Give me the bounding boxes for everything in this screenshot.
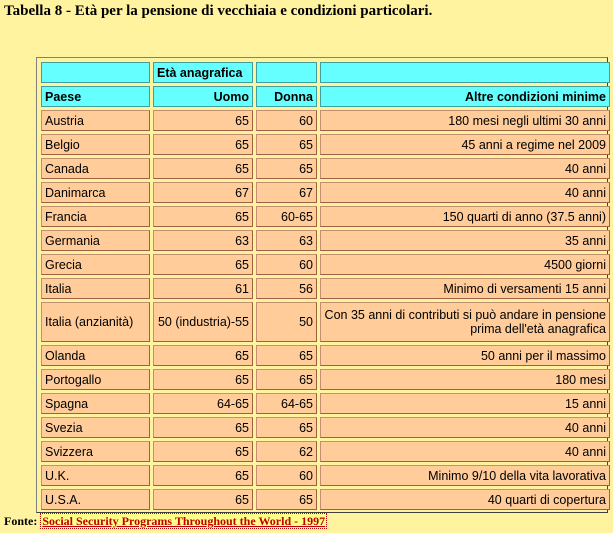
cell-men: 65 <box>153 134 253 155</box>
source-label: Fonte: <box>4 514 38 528</box>
table-row <box>41 441 610 462</box>
cell-women: 50 <box>256 302 317 342</box>
cell-country: U.K. <box>41 465 150 486</box>
cell-men: 65 <box>153 206 253 227</box>
cell-country: Svizzera <box>41 441 150 462</box>
cell-men: 65 <box>153 110 253 131</box>
cell-country: Olanda <box>41 345 150 366</box>
cell-conditions: 40 quarti di copertura <box>320 489 610 510</box>
table-row <box>41 417 610 438</box>
cell-men: 50 (industria)-55 <box>153 302 253 342</box>
column-header-conditions: Altre condizioni minime <box>320 86 610 107</box>
cell-men: 67 <box>153 182 253 203</box>
table-row <box>41 345 610 366</box>
cell-women: 65 <box>256 134 317 155</box>
column-header-women: Donna <box>256 86 317 107</box>
cell-conditions: Con 35 anni di contributi si può andare in pensione prima dell'età anagrafica <box>320 302 610 342</box>
column-header-men: Uomo <box>153 86 253 107</box>
cell-women: 64-65 <box>256 393 317 414</box>
empty-header-cell <box>41 62 150 83</box>
pension-age-table <box>38 59 613 513</box>
cell-women: 60 <box>256 465 317 486</box>
cell-men: 64-65 <box>153 393 253 414</box>
cell-men: 65 <box>153 489 253 510</box>
column-header-country: Paese <box>41 86 150 107</box>
cell-conditions: 40 anni <box>320 417 610 438</box>
cell-women: 60 <box>256 254 317 275</box>
cell-men: 65 <box>153 345 253 366</box>
source-note <box>4 514 327 529</box>
cell-women: 60-65 <box>256 206 317 227</box>
cell-country: Italia <box>41 278 150 299</box>
cell-men: 65 <box>153 254 253 275</box>
cell-country: Spagna <box>41 393 150 414</box>
table-row <box>41 182 610 203</box>
cell-conditions: 35 anni <box>320 230 610 251</box>
cell-country: Francia <box>41 206 150 227</box>
cell-country: Portogallo <box>41 369 150 390</box>
table-group-header-row <box>41 62 610 83</box>
table-row <box>41 134 610 155</box>
cell-conditions: 40 anni <box>320 158 610 179</box>
table-row <box>41 393 610 414</box>
table-row <box>41 158 610 179</box>
cell-women: 62 <box>256 441 317 462</box>
cell-country: Italia (anzianità) <box>41 302 150 342</box>
page-title: Tabella 8 - Età per la pensione di vecchiaia e condizioni particolari. <box>4 3 433 19</box>
pension-age-table-frame <box>36 57 608 513</box>
cell-men: 65 <box>153 441 253 462</box>
cell-conditions: Minimo 9/10 della vita lavorativa <box>320 465 610 486</box>
cell-women: 65 <box>256 369 317 390</box>
table-body <box>41 110 610 510</box>
cell-women: 65 <box>256 489 317 510</box>
cell-country: Germania <box>41 230 150 251</box>
cell-conditions: 40 anni <box>320 441 610 462</box>
age-group-header: Età anagrafica <box>153 62 253 83</box>
table-row <box>41 369 610 390</box>
cell-conditions: 180 mesi <box>320 369 610 390</box>
cell-conditions: 50 anni per il massimo <box>320 345 610 366</box>
table-row <box>41 230 610 251</box>
cell-country: Belgio <box>41 134 150 155</box>
cell-country: Canada <box>41 158 150 179</box>
cell-conditions: 15 anni <box>320 393 610 414</box>
cell-women: 65 <box>256 345 317 366</box>
cell-conditions: 150 quarti di anno (37.5 anni) <box>320 206 610 227</box>
table-row <box>41 110 610 131</box>
cell-women: 67 <box>256 182 317 203</box>
cell-women: 60 <box>256 110 317 131</box>
cell-men: 63 <box>153 230 253 251</box>
cell-men: 61 <box>153 278 253 299</box>
table-row <box>41 465 610 486</box>
cell-men: 65 <box>153 417 253 438</box>
empty-header-cell <box>320 62 610 83</box>
cell-country: U.S.A. <box>41 489 150 510</box>
cell-women: 65 <box>256 417 317 438</box>
cell-conditions: 180 mesi negli ultimi 30 anni <box>320 110 610 131</box>
cell-women: 63 <box>256 230 317 251</box>
empty-header-cell <box>256 62 317 83</box>
table-row <box>41 206 610 227</box>
cell-men: 65 <box>153 158 253 179</box>
table-row <box>41 278 610 299</box>
table-row <box>41 302 610 342</box>
cell-country: Austria <box>41 110 150 131</box>
table-row <box>41 489 610 510</box>
cell-country: Svezia <box>41 417 150 438</box>
cell-conditions: 4500 giorni <box>320 254 610 275</box>
source-link[interactable]: Social Security Programs Throughout the World - 1997 <box>42 514 326 528</box>
cell-women: 65 <box>256 158 317 179</box>
cell-men: 65 <box>153 369 253 390</box>
cell-women: 56 <box>256 278 317 299</box>
table-header-row <box>41 86 610 107</box>
table-row <box>41 254 610 275</box>
cell-conditions: Minimo di versamenti 15 anni <box>320 278 610 299</box>
cell-country: Grecia <box>41 254 150 275</box>
cell-men: 65 <box>153 465 253 486</box>
cell-country: Danimarca <box>41 182 150 203</box>
cell-conditions: 40 anni <box>320 182 610 203</box>
cell-conditions: 45 anni a regime nel 2009 <box>320 134 610 155</box>
